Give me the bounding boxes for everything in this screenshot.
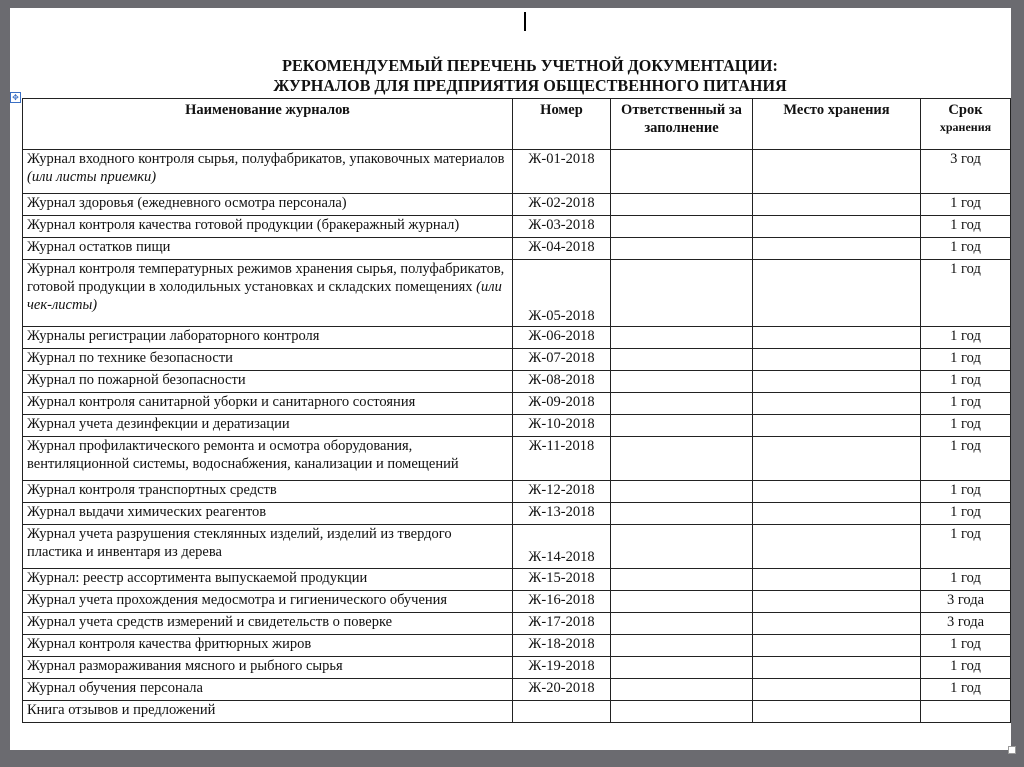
journal-name-cell[interactable] (23, 679, 513, 701)
journal-name: Журнал контроля температурных режимов хранения сырья, полуфабрикатов, готовой продукции в холодильных установках и складских помещениях (27, 261, 505, 295)
title-line-2: ЖУРНАЛОВ ДЛЯ ПРЕДПРИЯТИЯ ОБЩЕСТВЕННОГО ПИТАНИЯ (273, 76, 787, 95)
document-page (10, 8, 1011, 750)
table-row (23, 679, 1011, 701)
journal-name: Журнал контроля транспортных средств (27, 482, 277, 498)
table-row (23, 415, 1011, 437)
journals-table (22, 98, 1011, 723)
journal-name-cell[interactable] (23, 371, 513, 393)
journal-name: Журнал учета средств измерений и свидетельств о поверке (27, 614, 393, 630)
table-row (23, 327, 1011, 349)
header-term (921, 99, 1011, 150)
responsible-cell[interactable] (611, 415, 753, 437)
journal-name: Журнал контроля качества готовой продукции (бракеражный журнал) (27, 217, 460, 233)
storage-term-cell[interactable]: 3 год (921, 150, 1011, 194)
storage-place-cell[interactable] (753, 525, 921, 569)
header-responsible-line2: заполнение (644, 120, 719, 136)
storage-place-cell[interactable] (753, 150, 921, 194)
header-number: Номер (513, 99, 611, 150)
storage-place-cell[interactable] (753, 238, 921, 260)
journal-name: Журналы регистрации лабораторного контроля (27, 328, 320, 344)
journal-number-cell[interactable]: Ж-16-2018 (513, 591, 611, 613)
responsible-cell[interactable] (611, 437, 753, 481)
journal-number-cell[interactable]: Ж-04-2018 (513, 238, 611, 260)
storage-term-cell[interactable]: 1 год (921, 260, 1011, 327)
table-row (23, 613, 1011, 635)
journal-name-cell[interactable] (23, 591, 513, 613)
page-resize-handle[interactable] (1008, 746, 1016, 754)
journal-number-cell[interactable]: Ж-03-2018 (513, 216, 611, 238)
header-storage-place: Место хранения (753, 99, 921, 150)
responsible-cell[interactable] (611, 701, 753, 723)
storage-term-cell[interactable]: 1 год (921, 371, 1011, 393)
text-cursor (524, 12, 526, 31)
table-row (23, 349, 1011, 371)
storage-place-cell[interactable] (753, 216, 921, 238)
storage-term-cell[interactable]: 1 год (921, 194, 1011, 216)
journal-name: Журнал входного контроля сырья, полуфабрикатов, упаковочных материалов (27, 151, 505, 167)
document-title (36, 56, 1024, 96)
journal-number-cell[interactable]: Ж-06-2018 (513, 327, 611, 349)
storage-term-cell[interactable]: 1 год (921, 525, 1011, 569)
journal-name: Журнал учета прохождения медосмотра и гигиенического обучения (27, 592, 448, 608)
journal-number-cell[interactable] (513, 701, 611, 723)
header-term-line2: хранения (939, 120, 992, 134)
responsible-cell[interactable] (611, 635, 753, 657)
table-row (23, 393, 1011, 415)
journal-name: Журнал учета дезинфекции и дератизации (27, 416, 290, 432)
header-responsible (611, 99, 753, 150)
journal-number-cell[interactable]: Ж-13-2018 (513, 503, 611, 525)
journal-number-cell[interactable]: Ж-20-2018 (513, 679, 611, 701)
journal-name-cell[interactable] (23, 393, 513, 415)
responsible-cell[interactable] (611, 260, 753, 327)
journal-name: Журнал остатков пищи (27, 239, 171, 255)
storage-term-cell[interactable] (921, 701, 1011, 723)
table-row (23, 150, 1011, 194)
journal-name: Журнал по пожарной безопасности (27, 372, 246, 388)
storage-place-cell[interactable] (753, 613, 921, 635)
storage-place-cell[interactable] (753, 569, 921, 591)
storage-term-cell[interactable]: 1 год (921, 503, 1011, 525)
journal-name-cell[interactable] (23, 238, 513, 260)
journal-name-cell[interactable] (23, 525, 513, 569)
table-row (23, 591, 1011, 613)
title-line-1: РЕКОМЕНДУЕМЫЙ ПЕРЕЧЕНЬ УЧЕТНОЙ ДОКУМЕНТАЦИИ: (282, 56, 778, 75)
storage-place-cell[interactable] (753, 481, 921, 503)
journal-name: Журнал контроля качества фритюрных жиров (27, 636, 312, 652)
storage-term-cell[interactable]: 1 год (921, 679, 1011, 701)
storage-term-cell[interactable]: 1 год (921, 415, 1011, 437)
table-row (23, 481, 1011, 503)
responsible-cell[interactable] (611, 569, 753, 591)
header-term-line1: Срок (948, 102, 983, 118)
storage-place-cell[interactable] (753, 503, 921, 525)
storage-term-cell[interactable]: 1 год (921, 349, 1011, 371)
responsible-cell[interactable] (611, 150, 753, 194)
responsible-cell[interactable] (611, 216, 753, 238)
storage-place-cell[interactable] (753, 194, 921, 216)
journal-number-cell[interactable]: Ж-09-2018 (513, 393, 611, 415)
storage-term-cell[interactable]: 1 год (921, 657, 1011, 679)
journal-name-cell[interactable] (23, 481, 513, 503)
storage-term-cell[interactable]: 3 года (921, 613, 1011, 635)
journal-name: Журнал выдачи химических реагентов (27, 504, 267, 520)
storage-term-cell[interactable]: 1 год (921, 238, 1011, 260)
table-header-row (23, 99, 1011, 150)
storage-term-cell[interactable]: 3 года (921, 591, 1011, 613)
journal-name-note: (или чек-листы) (27, 279, 502, 313)
journal-name: Журнал учета разрушения стеклянных изделий, изделий из твердого пластика и инвентаря из дерева (27, 526, 452, 560)
table-row (23, 657, 1011, 679)
journal-name: Журнал по технике безопасности (27, 350, 233, 366)
journal-number-cell[interactable]: Ж-18-2018 (513, 635, 611, 657)
storage-place-cell[interactable] (753, 371, 921, 393)
responsible-cell[interactable] (611, 591, 753, 613)
journal-name-cell[interactable] (23, 635, 513, 657)
journal-name-note: (или листы приемки) (27, 169, 157, 185)
journal-name-cell[interactable] (23, 613, 513, 635)
journal-name: Журнал здоровья (ежедневного осмотра персонала) (27, 195, 347, 211)
journal-name: Журнал: реестр ассортимента выпускаемой продукции (27, 570, 368, 586)
journal-name-cell[interactable] (23, 701, 513, 723)
responsible-cell[interactable] (611, 613, 753, 635)
table-row (23, 260, 1011, 327)
responsible-cell[interactable] (611, 503, 753, 525)
table-row (23, 371, 1011, 393)
storage-place-cell[interactable] (753, 679, 921, 701)
responsible-cell[interactable] (611, 657, 753, 679)
journal-name-cell[interactable] (23, 503, 513, 525)
storage-place-cell[interactable] (753, 393, 921, 415)
table-row (23, 194, 1011, 216)
responsible-cell[interactable] (611, 393, 753, 415)
header-name: Наименование журналов (23, 99, 513, 150)
storage-place-cell[interactable] (753, 327, 921, 349)
storage-term-cell[interactable]: 1 год (921, 216, 1011, 238)
journal-number-cell[interactable]: Ж-01-2018 (513, 150, 611, 194)
journal-number-cell[interactable]: Ж-10-2018 (513, 415, 611, 437)
journal-name-cell[interactable] (23, 415, 513, 437)
table-row (23, 216, 1011, 238)
journal-number-cell[interactable]: Ж-15-2018 (513, 569, 611, 591)
storage-term-cell[interactable]: 1 год (921, 327, 1011, 349)
journal-name: Журнал размораживания мясного и рыбного сырья (27, 658, 343, 674)
journal-name-cell[interactable] (23, 216, 513, 238)
storage-term-cell[interactable]: 1 год (921, 481, 1011, 503)
journal-name-cell[interactable] (23, 194, 513, 216)
storage-term-cell[interactable]: 1 год (921, 437, 1011, 481)
journal-name-cell[interactable] (23, 349, 513, 371)
responsible-cell[interactable] (611, 679, 753, 701)
journal-name-cell[interactable] (23, 569, 513, 591)
responsible-cell[interactable] (611, 327, 753, 349)
storage-place-cell[interactable] (753, 657, 921, 679)
storage-place-cell[interactable] (753, 437, 921, 481)
table-row (23, 635, 1011, 657)
journal-number-cell[interactable]: Ж-12-2018 (513, 481, 611, 503)
responsible-cell[interactable] (611, 525, 753, 569)
table-row (23, 701, 1011, 723)
journal-number-cell[interactable]: Ж-17-2018 (513, 613, 611, 635)
responsible-cell[interactable] (611, 481, 753, 503)
journal-name: Журнал контроля санитарной уборки и санитарного состояния (27, 394, 416, 410)
responsible-cell[interactable] (611, 194, 753, 216)
table-move-handle-icon[interactable]: ✥ (10, 92, 21, 103)
table-row (23, 569, 1011, 591)
storage-term-cell[interactable]: 1 год (921, 635, 1011, 657)
journal-name-cell[interactable] (23, 437, 513, 481)
journal-number-cell[interactable]: Ж-02-2018 (513, 194, 611, 216)
journal-name-cell[interactable] (23, 150, 513, 194)
journal-name: Журнал профилактического ремонта и осмотра оборудования, вентиляционной системы, водоснабжения, канализации и помещений (27, 438, 459, 472)
responsible-cell[interactable] (611, 238, 753, 260)
journal-name: Журнал обучения персонала (27, 680, 203, 696)
table-row (23, 437, 1011, 481)
storage-place-cell[interactable] (753, 415, 921, 437)
journal-name-cell[interactable] (23, 657, 513, 679)
journal-number-cell[interactable]: Ж-14-2018 (513, 525, 611, 569)
storage-place-cell[interactable] (753, 591, 921, 613)
journal-number-cell[interactable]: Ж-11-2018 (513, 437, 611, 481)
table-row (23, 503, 1011, 525)
table-row (23, 238, 1011, 260)
journal-name: Книга отзывов и предложений (27, 702, 216, 718)
responsible-cell[interactable] (611, 371, 753, 393)
storage-term-cell[interactable]: 1 год (921, 393, 1011, 415)
storage-place-cell[interactable] (753, 260, 921, 327)
storage-place-cell[interactable] (753, 635, 921, 657)
journal-number-cell[interactable]: Ж-19-2018 (513, 657, 611, 679)
header-responsible-line1: Ответственный за (621, 102, 742, 118)
table-row (23, 525, 1011, 569)
storage-place-cell[interactable] (753, 701, 921, 723)
journal-number-cell[interactable]: Ж-08-2018 (513, 371, 611, 393)
journal-number-cell[interactable]: Ж-07-2018 (513, 349, 611, 371)
journal-name-cell[interactable] (23, 260, 513, 327)
journal-number-cell[interactable]: Ж-05-2018 (513, 260, 611, 327)
table-body (23, 150, 1011, 723)
storage-term-cell[interactable]: 1 год (921, 569, 1011, 591)
journal-name-cell[interactable] (23, 327, 513, 349)
storage-place-cell[interactable] (753, 349, 921, 371)
responsible-cell[interactable] (611, 349, 753, 371)
